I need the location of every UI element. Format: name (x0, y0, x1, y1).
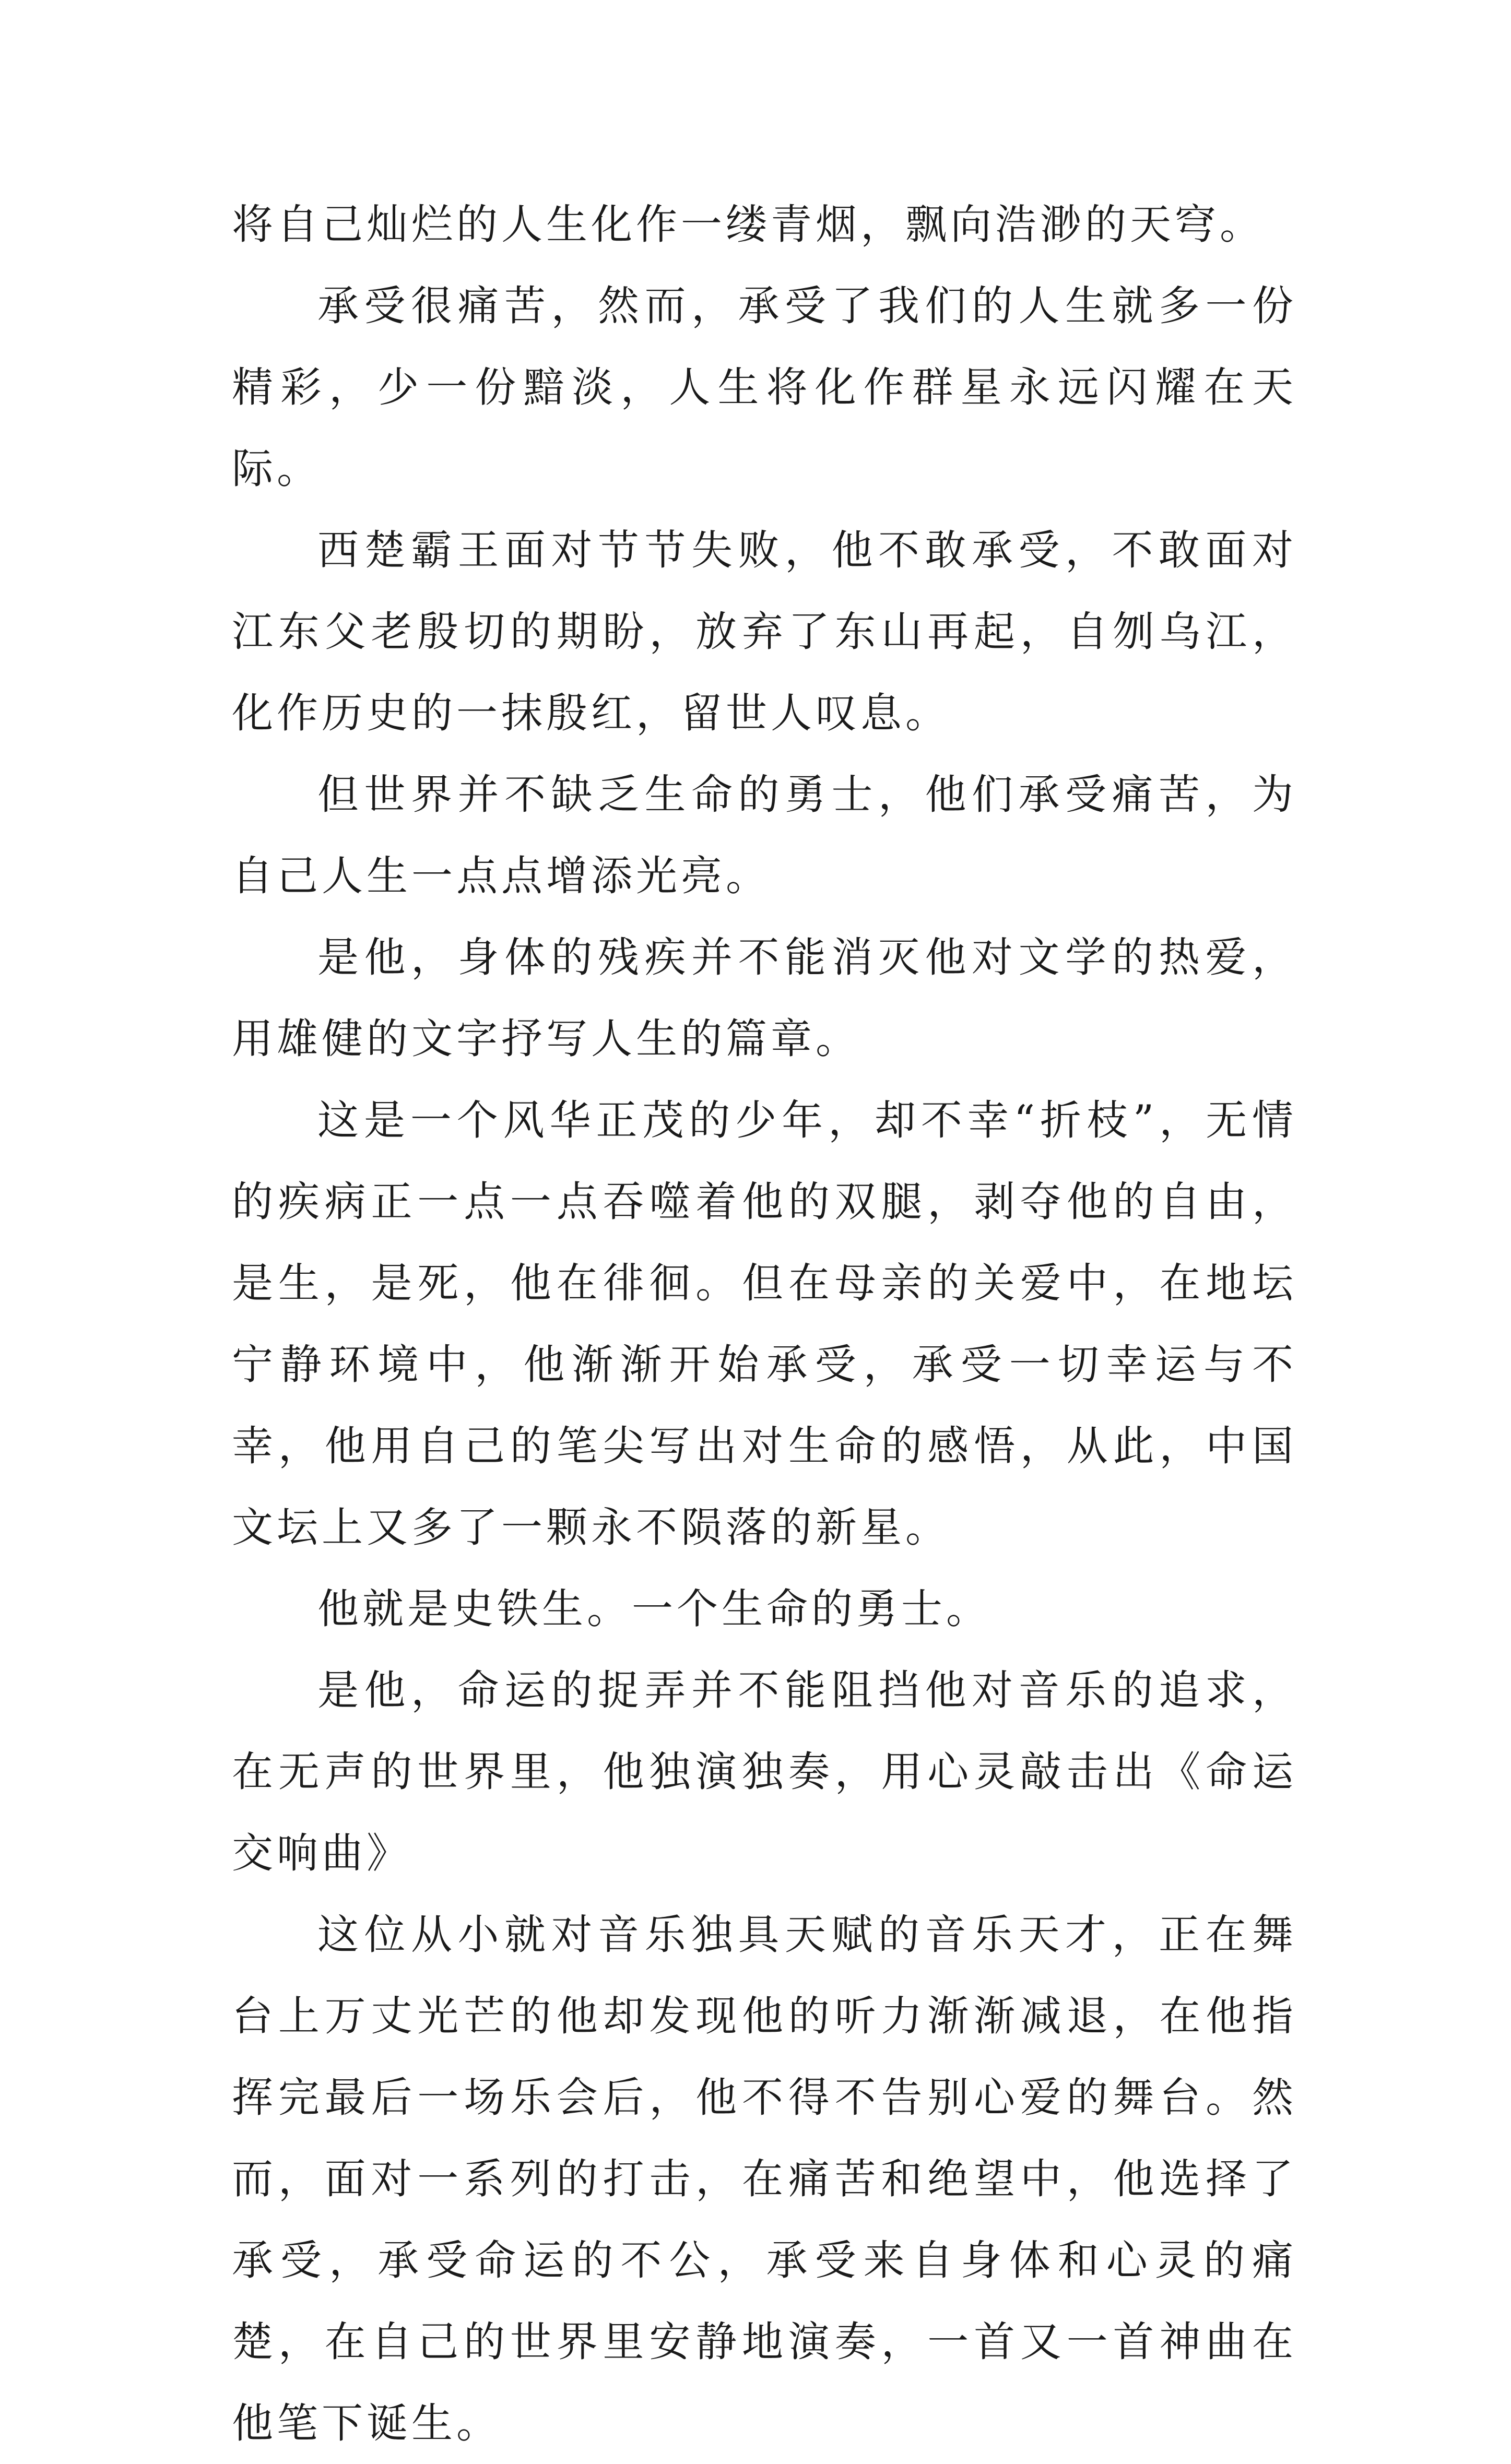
paragraph-9: 这位从小就对音乐独具天赋的音乐天才，正在舞台上万丈光芒的他却发现他的听力渐渐减退，在他指挥完最后一场乐会后，他不得不告别心爱的舞台。然而，面对一系列的打击，在痛苦和绝望中，他选择了承受，承受命运的不公，承受来自身体和心灵的痛楚，在自己的世界里安静地演奏，一首又一首神曲在他笔下诞生。 (232, 1911, 1297, 2447)
paragraph-5: 是他，身体的残疾并不能消灭他对文学的热爱，用雄健的文字抒写人生的篇章。 (232, 933, 1297, 1063)
paragraph-4: 但世界并不缺乏生命的勇士，他们承受痛苦，为自己人生一点点增添光亮。 (232, 771, 1297, 900)
paragraph-1: 将自己灿烂的人生化作一缕青烟，飘向浩渺的天穹。 (232, 200, 1265, 248)
paragraph-2: 承受很痛苦，然而，承受了我们的人生就多一份精彩，少一份黯淡，人生将化作群星永远闪耀在天际。 (232, 282, 1297, 493)
paragraph-6: 这是一个风华正茂的少年，却不幸“折枝”，无情的疾病正一点一点吞噬着他的双腿，剥夺他的自由，是生，是死，他在徘徊。但在母亲的关爱中，在地坛宁静环境中，他渐渐开始承受，承受一切幸运与不幸，他用自己的笔尖写出对生命的感悟，从此，中国文坛上又多了一颗永不陨落的新星。 (232, 1096, 1297, 1551)
paragraph-7: 他就是史铁生。一个生命的勇士。 (317, 1585, 991, 1633)
paragraph-8: 是他，命运的捉弄并不能阻挡他对音乐的追求，在无声的世界里，他独演独奏，用心灵敲击出《命运交响曲》 (232, 1666, 1297, 1877)
paragraph-3: 西楚霸王面对节节失败，他不敢承受，不敢面对江东父老殷切的期盼，放弃了东山再起，自刎乌江，化作历史的一抹殷红，留世人叹息。 (232, 526, 1297, 737)
document-body (232, 184, 1297, 2464)
